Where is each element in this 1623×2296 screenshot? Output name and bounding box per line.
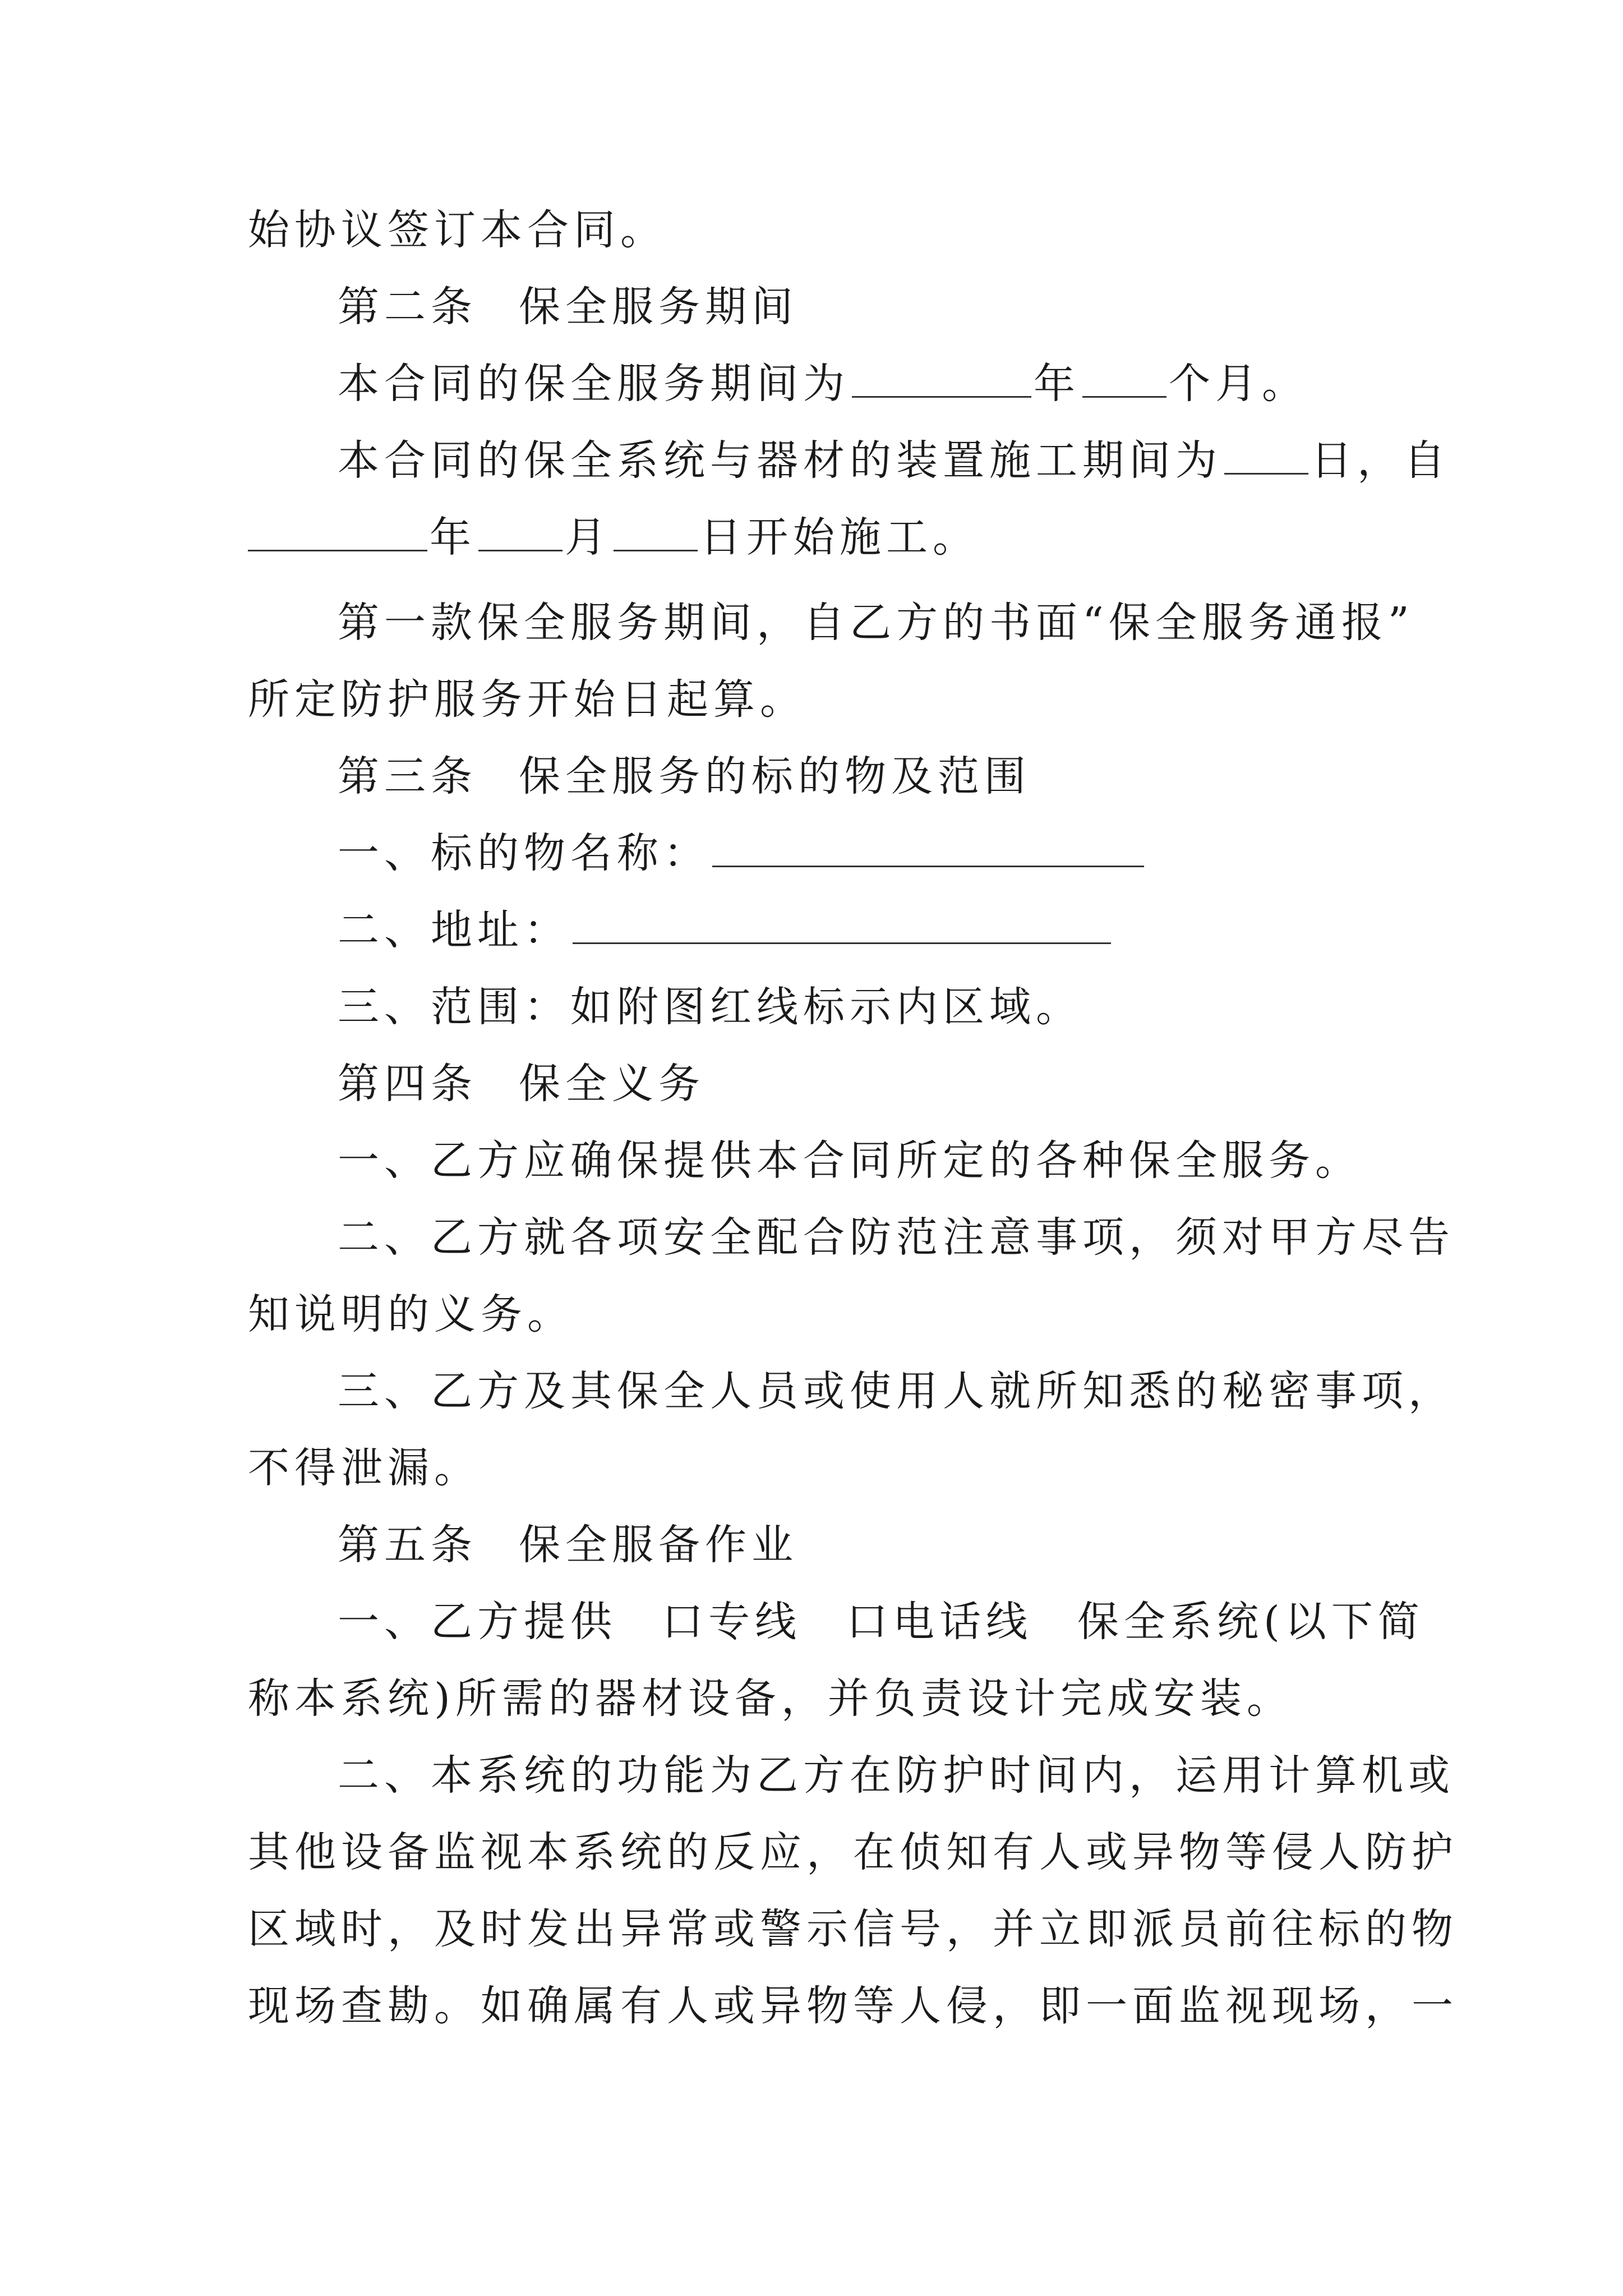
paragraph-text: 三、范围：如附图红线标示内区域。: [338, 983, 1082, 1031]
blank-years[interactable]: [852, 359, 1031, 398]
text-line: [248, 1901, 1458, 1957]
paragraph-text: 二、本系统的功能为乙方在防护时间内，运用计算机或: [338, 1751, 1455, 1800]
paragraph-text: 一、乙方提供: [338, 1598, 617, 1646]
article-number: 第二条: [338, 283, 477, 331]
paragraph-text: 不得泄漏。: [248, 1444, 481, 1492]
paragraph-text: 本合同的保全系统与器材的装置施工期间为: [338, 436, 1222, 485]
text-line: [338, 1209, 1493, 1266]
paragraph-text: 个月。: [1169, 360, 1308, 408]
paragraph-text: 二、地址：: [338, 906, 570, 954]
article-heading: [338, 279, 1493, 335]
text-line: [248, 1286, 1403, 1342]
text-line: [248, 671, 1403, 728]
paragraph-text: 一、标的物名称：: [338, 829, 710, 877]
text-line: [338, 825, 1493, 881]
text-line: [248, 1671, 1403, 1727]
blank-months[interactable]: [1082, 359, 1166, 398]
paragraph-text: 本合同的保全服务期间为: [338, 360, 850, 408]
text-line: [338, 1747, 1493, 1803]
text-line: [338, 1363, 1493, 1419]
blank-subject-name[interactable]: [712, 829, 1144, 867]
blank-days[interactable]: [1224, 436, 1308, 475]
paragraph-text: 称本系统)所需的器材设备，并负责设计完成安装。: [248, 1674, 1293, 1723]
checkbox-option-telephone-line[interactable]: 口电话线: [846, 1598, 1032, 1646]
article-heading: [338, 1517, 1493, 1573]
article-number: 第五条: [338, 1521, 477, 1569]
text-line: [338, 902, 1493, 958]
blank-address[interactable]: [573, 905, 1111, 944]
article-number: 第三条: [338, 752, 477, 800]
paragraph-text: 月: [565, 513, 611, 562]
text-line: [248, 509, 1403, 565]
article-title: 保全服务期间: [519, 283, 798, 331]
text-line: [338, 979, 1493, 1035]
article-number: 第四条: [338, 1060, 477, 1108]
paragraph-text: 日开始施工。: [700, 513, 979, 562]
paragraph-text: 始协议签订本合同。: [248, 206, 667, 254]
paragraph-text: 年: [430, 513, 476, 562]
paragraph-text: 保全系统(以下简: [1077, 1598, 1424, 1646]
checkbox-option-dedicated-line[interactable]: 口专线: [662, 1598, 801, 1646]
blank-start-year[interactable]: [248, 513, 427, 551]
text-line: [338, 356, 1493, 412]
text-line: [338, 1594, 1493, 1650]
paragraph-text: 知说明的义务。: [248, 1290, 574, 1338]
text-line: [248, 202, 1403, 258]
article-heading: [338, 1056, 1493, 1112]
text-line: [338, 595, 1493, 651]
blank-start-day[interactable]: [614, 513, 698, 551]
article-heading: [338, 748, 1493, 804]
article-title: 保全服备作业: [519, 1521, 798, 1569]
paragraph-text: 年: [1034, 360, 1080, 408]
paragraph-text: 现场查勘。如确属有人或异物等人侵，即一面监视现场，一: [248, 1982, 1458, 2030]
article-title: 保全义务: [519, 1060, 705, 1108]
blank-start-month[interactable]: [478, 513, 562, 551]
paragraph-text: 三、乙方及其保全人员或使用人就所知悉的秘密事项，: [338, 1367, 1455, 1415]
paragraph-text: 其他设备监视本系统的反应，在侦知有人或异物等侵人防护: [248, 1828, 1458, 1876]
paragraph-text: 第一款保全服务期间，自乙方的书面“保全服务通报”: [338, 599, 1414, 647]
paragraph-text: 日，自: [1311, 436, 1450, 485]
paragraph-text: 二、乙方就各项安全配合防范注意事项，须对甲方尽告: [338, 1213, 1455, 1262]
article-title: 保全服务的标的物及范围: [519, 752, 1031, 800]
paragraph-text: 所定防护服务开始日起算。: [248, 675, 806, 724]
text-line: [248, 1824, 1458, 1880]
paragraph-text: 区域时，及时发出异常或警示信号，并立即派员前往标的物: [248, 1905, 1458, 1953]
text-line: [248, 1978, 1458, 2034]
paragraph-text: 一、乙方应确保提供本合同所定的各种保全服务。: [338, 1137, 1362, 1185]
text-line: [338, 1133, 1493, 1189]
text-line: [338, 432, 1493, 489]
text-line: [248, 1440, 1403, 1496]
